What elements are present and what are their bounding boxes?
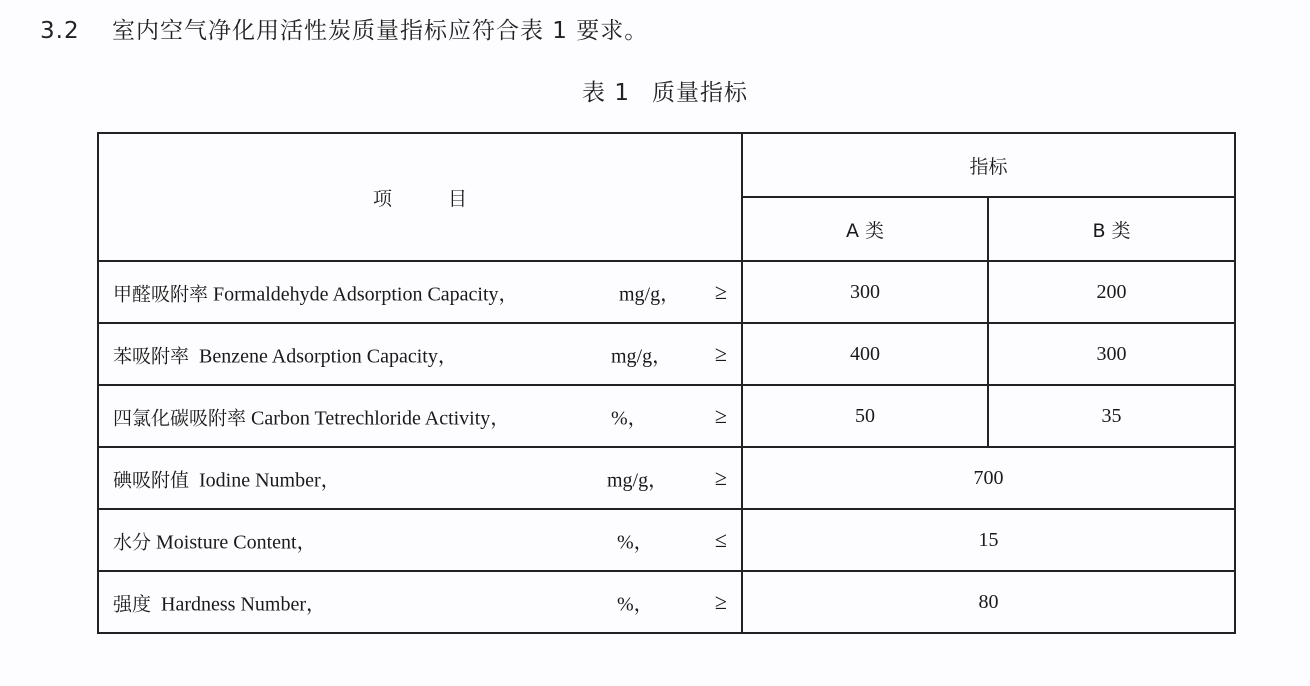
item-unit: %， xyxy=(617,593,654,616)
item-unit: mg/g， xyxy=(607,469,669,492)
header-indicator-group: 指标 xyxy=(742,133,1235,197)
value-both-classes: 80 xyxy=(742,571,1235,633)
value-class-b: 300 xyxy=(988,323,1235,385)
header-class-a: A 类 xyxy=(742,197,988,261)
value-class-a: 50 xyxy=(742,385,988,447)
section-text: 室内空气净化用活性炭质量指标应符合表 1 要求。 xyxy=(112,18,649,44)
value-both-classes: 700 xyxy=(742,447,1235,509)
item-en: Moisture Content， xyxy=(156,531,317,554)
header-item-part1: 项 xyxy=(372,187,392,210)
value-class-b: 200 xyxy=(988,261,1235,323)
item-operator: ≥ xyxy=(714,279,727,304)
table-caption-title: 质量指标 xyxy=(651,80,748,106)
item-en: Iodine Number， xyxy=(199,469,341,492)
item-operator: ≥ xyxy=(714,465,727,490)
table-caption-label: 表 1 xyxy=(582,80,630,106)
item-en: Hardness Number， xyxy=(161,593,326,616)
item-cn: 四氯化碳吸附率 xyxy=(113,407,247,430)
item-cell xyxy=(98,571,742,633)
item-cn: 苯吸附率 xyxy=(113,345,190,368)
item-cell xyxy=(98,261,742,323)
item-cn: 甲醛吸附率 xyxy=(113,283,209,306)
item-cn: 强度 xyxy=(113,593,152,616)
item-unit: mg/g， xyxy=(619,283,681,306)
header-item xyxy=(98,133,742,261)
item-unit: %， xyxy=(617,531,654,554)
item-operator: ≤ xyxy=(714,527,727,552)
value-class-b: 35 xyxy=(988,385,1235,447)
value-both-classes: 15 xyxy=(742,509,1235,571)
item-cn: 水分 xyxy=(113,531,152,554)
table-row xyxy=(98,447,1235,509)
table-row xyxy=(98,571,1235,633)
item-unit: mg/g， xyxy=(611,345,673,368)
item-en: Benzene Adsorption Capacity， xyxy=(199,345,458,368)
item-operator: ≥ xyxy=(714,341,727,366)
item-en: Formaldehyde Adsorption Capacity， xyxy=(213,283,519,306)
item-en: Carbon Tetrechloride Activity， xyxy=(251,407,511,430)
table-row xyxy=(98,323,1235,385)
item-cell xyxy=(98,323,742,385)
quality-spec-table xyxy=(97,132,1236,634)
item-cell xyxy=(98,385,742,447)
header-row-1 xyxy=(98,133,1235,197)
section-heading xyxy=(40,12,648,45)
section-number: 3.2 xyxy=(40,18,80,44)
table-row xyxy=(98,509,1235,571)
item-operator: ≥ xyxy=(714,403,727,428)
item-cn: 碘吸附值 xyxy=(113,469,190,492)
header-item-part2: 目 xyxy=(448,187,468,210)
value-class-a: 300 xyxy=(742,261,988,323)
value-class-a: 400 xyxy=(742,323,988,385)
item-unit: %， xyxy=(611,407,648,430)
table-row xyxy=(98,385,1235,447)
header-class-b: B 类 xyxy=(988,197,1235,261)
table-caption xyxy=(0,74,1310,107)
item-operator: ≥ xyxy=(714,589,727,614)
item-cell xyxy=(98,447,742,509)
table-row xyxy=(98,261,1235,323)
item-cell xyxy=(98,509,742,571)
